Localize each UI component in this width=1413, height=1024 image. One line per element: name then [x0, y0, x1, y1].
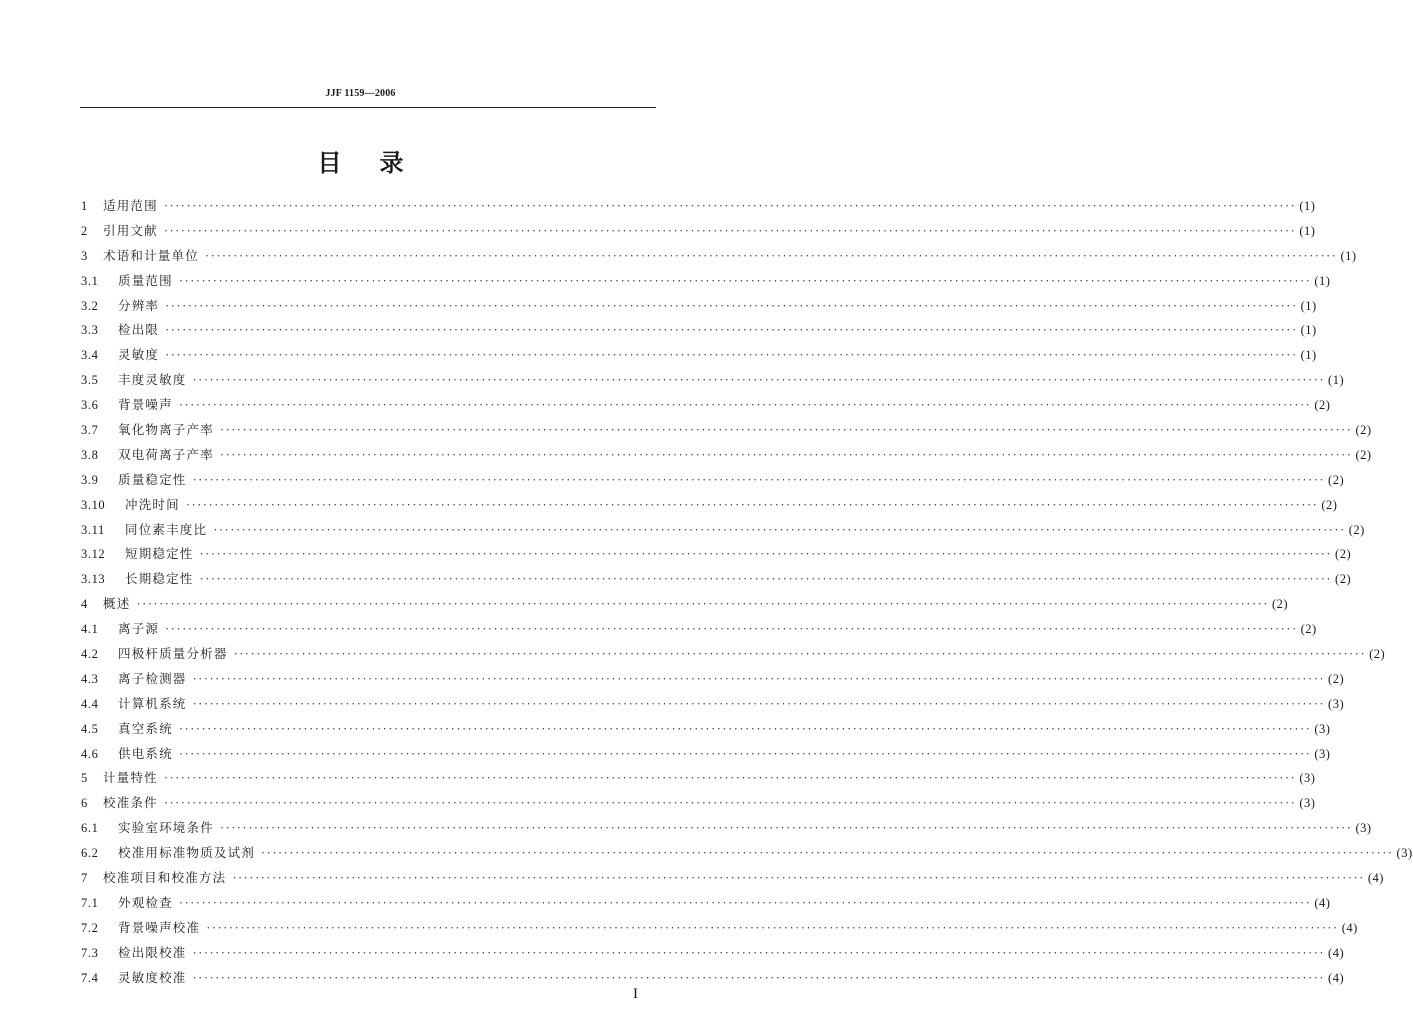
toc-entry-label: 背景噪声 — [118, 397, 173, 413]
toc-entry-number: 6 — [81, 796, 88, 811]
title-char-1: 目 — [317, 149, 342, 177]
toc-entry-number: 3.8 — [81, 447, 99, 462]
toc-dot-leader: ········································································································································································································ — [232, 871, 1365, 886]
toc-dot-leader: ········································································································································································································ — [165, 622, 1298, 637]
toc-dot-leader: ········································································································································································································ — [213, 522, 1346, 537]
toc-entry — [81, 368, 1345, 393]
toc-entry-page: (2) — [1355, 447, 1372, 462]
toc-entry-page: (2) — [1314, 398, 1331, 413]
toc-dot-leader: ········································································································································································································ — [163, 223, 1297, 238]
toc-dot-leader: ········································································································································································································ — [178, 273, 1312, 288]
toc-entry — [81, 343, 1317, 368]
toc-entry — [81, 841, 1413, 866]
toc-dot-leader: ········································································································································································································ — [165, 323, 1298, 338]
toc-entry-label: 氧化物离子产率 — [118, 422, 214, 438]
toc-entry-number: 6.1 — [81, 821, 99, 836]
toc-dot-leader: ········································································································································································································ — [163, 199, 1297, 213]
toc-entry-label: 离子源 — [118, 621, 160, 637]
toc-entry-number: 4 — [81, 597, 88, 612]
toc-entry-label: 双电荷离子产率 — [118, 446, 214, 462]
toc-entry-page: (3) — [1396, 846, 1413, 861]
toc-dot-leader: ········································································································································································································ — [204, 248, 1338, 263]
toc-entry-number: 3.12 — [81, 547, 106, 562]
toc-entry-page: (2) — [1369, 647, 1386, 662]
toc-entry-label: 质量稳定性 — [118, 471, 187, 487]
toc-entry-page: (2) — [1335, 572, 1352, 587]
toc-entry — [81, 941, 1345, 966]
toc-dot-leader: ········································································································································································································ — [199, 547, 1333, 562]
toc-entry-number: 3.1 — [81, 273, 99, 288]
toc-dot-leader: ········································································································································································································ — [178, 895, 1312, 910]
toc-entry-page: (1) — [1300, 298, 1317, 313]
toc-entry-number: 1 — [81, 199, 88, 213]
toc-dot-leader: ········································································································································································································ — [136, 597, 1269, 612]
toc-entry-label: 校准项目和校准方法 — [103, 870, 227, 886]
toc-entry-label: 灵敏度 — [118, 347, 160, 363]
toc-entry — [81, 294, 1317, 319]
page-folio: I — [633, 986, 638, 1002]
toc-entry-page: (3) — [1314, 721, 1331, 736]
toc-entry-page: (1) — [1299, 199, 1316, 213]
toc-entry-page: (3) — [1328, 696, 1345, 711]
toc-entry-label: 真空系统 — [118, 720, 173, 736]
toc-entry-page: (1) — [1340, 248, 1357, 263]
toc-entry — [81, 219, 1316, 244]
toc-entry-number: 7.1 — [81, 895, 99, 910]
toc-entry-number: 4.2 — [81, 647, 99, 662]
toc-entry-label: 概述 — [103, 596, 131, 612]
page-title — [0, 143, 721, 178]
toc-entry — [81, 393, 1331, 418]
toc-dot-leader: ········································································································································································································ — [192, 373, 1326, 388]
toc-entry-number: 4.6 — [81, 746, 99, 761]
toc-entry-number: 3.10 — [81, 497, 106, 512]
toc-dot-leader: ········································································································································································································ — [192, 472, 1326, 487]
toc-dot-leader: ········································································································································································································ — [178, 721, 1312, 736]
toc-entry-page: (3) — [1355, 821, 1372, 836]
toc-entry — [81, 244, 1357, 269]
toc-entry-number: 4.1 — [81, 622, 99, 637]
toc-entry-page: (2) — [1335, 547, 1352, 562]
toc-dot-leader: ········································································································································································································ — [233, 647, 1367, 662]
toc-entry — [81, 518, 1365, 543]
toc-dot-leader: ········································································································································································································ — [219, 447, 1353, 462]
toc-entry-page: (2) — [1355, 423, 1372, 438]
toc-entry — [81, 567, 1352, 592]
toc-entry-number: 4.5 — [81, 721, 99, 736]
toc-entry — [81, 269, 1331, 294]
toc-entry — [81, 742, 1331, 767]
toc-entry-number: 4.3 — [81, 671, 99, 686]
toc-entry-label: 同位素丰度比 — [125, 521, 208, 537]
toc-entry — [81, 717, 1331, 742]
toc-entry-label: 适用范围 — [103, 198, 158, 213]
toc-dot-leader: ········································································································································································································ — [165, 348, 1298, 363]
toc-entry-page: (3) — [1314, 746, 1331, 761]
toc-dot-leader: ········································································································································································································ — [219, 423, 1353, 438]
toc-entry-number: 3.3 — [81, 323, 99, 338]
toc-entry-number: 5 — [81, 771, 88, 786]
header-rule — [80, 107, 656, 108]
toc-entry — [81, 617, 1317, 642]
toc-entry-page: (2) — [1348, 522, 1365, 537]
toc-entry — [81, 592, 1289, 617]
toc-entry-page: (1) — [1328, 373, 1345, 388]
toc-entry-page: (2) — [1328, 472, 1345, 487]
toc-entry — [81, 642, 1386, 667]
toc-entry-page: (4) — [1341, 920, 1358, 935]
toc-dot-leader: ········································································································································································································ — [192, 696, 1326, 711]
toc-entry-label: 校准用标准物质及试剂 — [118, 845, 256, 861]
toc-entry-label: 冲洗时间 — [125, 496, 180, 512]
toc-entry-label: 长期稳定性 — [125, 571, 194, 587]
toc-entry — [81, 916, 1358, 941]
toc-dot-leader: ········································································································································································································ — [185, 497, 1319, 512]
toc-entry-page: (2) — [1271, 597, 1289, 612]
toc-entry — [81, 318, 1317, 343]
toc-entry-label: 灵敏度校准 — [118, 969, 187, 985]
toc-entry — [81, 443, 1372, 468]
toc-entry-label: 检出限 — [118, 322, 160, 338]
toc-dot-leader: ········································································································································································································ — [178, 746, 1312, 761]
toc-entry-number: 3.2 — [81, 298, 99, 313]
toc-entry-number: 7 — [81, 871, 88, 886]
toc-entry — [81, 966, 1345, 991]
toc-entry-number: 4.4 — [81, 696, 99, 711]
toc-entry-label: 质量范围 — [118, 272, 173, 288]
toc-entry-number: 3.9 — [81, 472, 99, 487]
toc-dot-leader: ········································································································································································································ — [192, 970, 1326, 985]
title-char-2: 录 — [379, 149, 404, 177]
toc-entry-number: 3.6 — [81, 398, 99, 413]
toc-dot-leader: ········································································································································································································ — [163, 796, 1297, 811]
toc-entry — [81, 891, 1331, 916]
toc-entry-label: 四极杆质量分析器 — [118, 646, 228, 662]
toc-entry — [81, 468, 1345, 493]
toc-dot-leader: ········································································································································································································ — [199, 572, 1333, 587]
toc-entry — [81, 493, 1338, 518]
toc-entry-label: 丰度灵敏度 — [118, 372, 187, 388]
toc-entry — [81, 667, 1345, 692]
toc-entry-page: (3) — [1299, 771, 1316, 786]
toc-entry-label: 引用文献 — [103, 222, 158, 238]
toc-dot-leader: ········································································································································································································ — [165, 298, 1298, 313]
toc-dot-leader: ········································································································································································································ — [206, 920, 1339, 935]
toc-entry-page: (1) — [1300, 323, 1317, 338]
toc-entry-label: 检出限校准 — [118, 944, 187, 960]
toc-entry — [81, 194, 1316, 219]
toc-entry-page: (4) — [1328, 945, 1345, 960]
toc-dot-leader: ········································································································································································································ — [192, 945, 1326, 960]
toc-entry-page: (1) — [1314, 273, 1331, 288]
toc-dot-leader: ········································································································································································································ — [261, 846, 1394, 861]
toc-entry-page: (4) — [1328, 970, 1345, 985]
toc-entry-number: 3.4 — [81, 348, 99, 363]
toc-entry-number: 6.2 — [81, 846, 99, 861]
toc-entry-number: 3.11 — [81, 522, 105, 537]
toc-entry-page: (2) — [1321, 497, 1338, 512]
toc-entry-page: (4) — [1314, 895, 1331, 910]
toc-entry-number: 3.7 — [81, 423, 99, 438]
toc-dot-leader: ········································································································································································································ — [163, 771, 1297, 786]
toc-entry-number: 7.4 — [81, 970, 99, 985]
toc-entry-number: 2 — [81, 223, 88, 238]
toc-entry-label: 分辨率 — [118, 297, 160, 313]
toc-entry-label: 术语和计量单位 — [103, 247, 199, 263]
toc-entry-label: 校准条件 — [103, 795, 158, 811]
toc-entry-label: 短期稳定性 — [125, 546, 194, 562]
toc-entry-page: (2) — [1300, 622, 1317, 637]
toc-entry-label: 实验室环境条件 — [118, 820, 214, 836]
toc-entry — [81, 766, 1316, 791]
toc-entry — [81, 866, 1384, 891]
toc-entry-number: 3.5 — [81, 373, 99, 388]
document-code-header: JJF 1159—2006 — [325, 88, 396, 99]
toc-entry — [81, 791, 1316, 816]
toc-entry — [81, 692, 1345, 717]
toc-entry-page: (4) — [1367, 871, 1384, 886]
toc-entry-page: (1) — [1299, 223, 1316, 238]
toc-entry-number: 3.13 — [81, 572, 106, 587]
toc-entry-number: 7.2 — [81, 920, 99, 935]
toc-entry-page: (1) — [1300, 348, 1317, 363]
toc-entry-label: 供电系统 — [118, 745, 173, 761]
toc-dot-leader: ········································································································································································································ — [219, 821, 1353, 836]
toc-entry-label: 计算机系统 — [118, 695, 187, 711]
toc-entry-label: 计量特性 — [103, 770, 158, 786]
toc-entry-page: (3) — [1299, 796, 1316, 811]
toc-entry-label: 背景噪声校准 — [118, 919, 201, 935]
table-of-contents — [81, 194, 1413, 991]
toc-entry-label: 离子检测器 — [118, 670, 187, 686]
toc-dot-leader: ········································································································································································································ — [178, 398, 1312, 413]
toc-entry-number: 3 — [81, 248, 88, 263]
toc-entry-label: 外观检查 — [118, 894, 173, 910]
toc-entry — [81, 418, 1372, 443]
toc-entry-number: 7.3 — [81, 945, 99, 960]
toc-dot-leader: ········································································································································································································ — [192, 671, 1326, 686]
toc-entry-page: (2) — [1328, 671, 1345, 686]
toc-entry — [81, 816, 1372, 841]
toc-entry — [81, 542, 1352, 567]
